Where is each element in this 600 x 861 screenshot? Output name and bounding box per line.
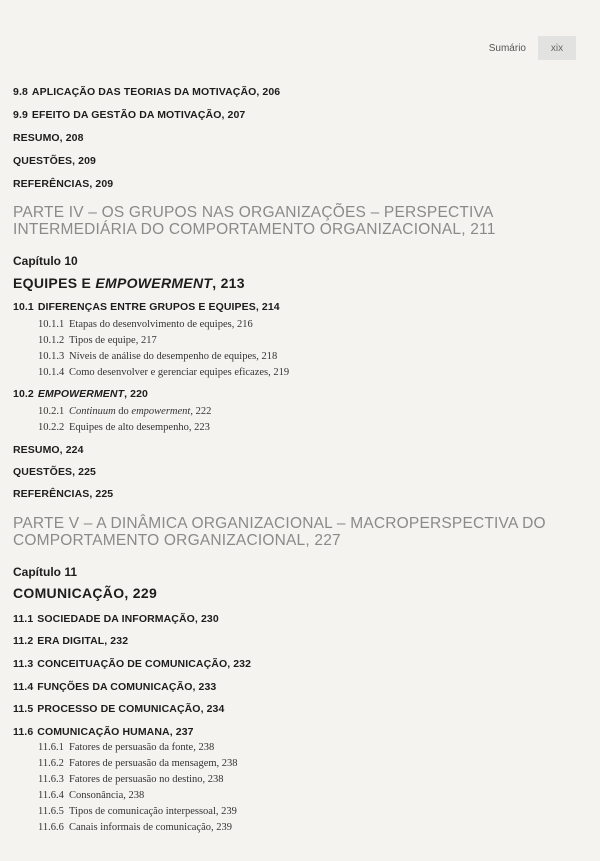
toc-section-9-8[interactable]: 9.8 APLICAÇÃO DAS TEORIAS DA MOTIVAÇÃO, 206	[13, 86, 281, 98]
toc-subsection[interactable]: 10.1.3 Níveis de análise do desempenho de equipes, 218	[38, 351, 278, 362]
toc-subsection[interactable]: 10.2.1 Continuum do empowerment, 222	[38, 406, 212, 417]
toc-subsection[interactable]: 10.1.2 Tipos de equipe, 217	[38, 335, 157, 346]
toc-resumo[interactable]: RESUMO, 224	[13, 444, 84, 456]
toc-subsection[interactable]: 10.1.4 Como desenvolver e gerenciar equipes eficazes, 219	[38, 367, 290, 378]
subsection-list	[13, 404, 211, 436]
toc-subsection[interactable]: 10.2.2 Equipes de alto desempenho, 223	[38, 422, 210, 433]
chapter-title[interactable]: COMUNICAÇÃO, 229	[13, 585, 158, 601]
toc-questoes[interactable]: QUESTÕES, 209	[13, 155, 96, 167]
toc-section-11-2[interactable]: 11.2 ERA DIGITAL, 232	[13, 635, 129, 647]
running-header	[489, 36, 576, 60]
toc-section-11-3[interactable]: 11.3 CONCEITUAÇÃO DE COMUNICAÇÃO, 232	[13, 658, 252, 670]
toc-referencias[interactable]: REFERÊNCIAS, 225	[13, 488, 114, 500]
toc-section-10-2[interactable]: 10.2 EMPOWERMENT, 220	[13, 388, 148, 400]
toc-section-11-5[interactable]: 11.5 PROCESSO DE COMUNICAÇÃO, 234	[13, 703, 225, 715]
toc-subsection[interactable]: 11.6.6 Canais informais de comunicação, 239	[38, 822, 232, 833]
toc-section-11-4[interactable]: 11.4 FUNÇÕES DA COMUNICAÇÃO, 233	[13, 681, 217, 693]
toc-subsection[interactable]: 11.6.4 Consonância, 238	[38, 790, 145, 801]
chapter-title[interactable]: EQUIPES E EMPOWERMENT, 213	[13, 275, 245, 291]
part-heading-v[interactable]: PARTE V – A DINÂMICA ORGANIZACIONAL – MACROPERSPECTIVA DO COMPORTAMENTO ORGANIZACIONAL, 227	[13, 515, 546, 549]
part-heading-iv[interactable]: PARTE IV – OS GRUPOS NAS ORGANIZAÇÕES – PERSPECTIVA INTERMEDIÁRIA DO COMPORTAMENTO ORGANIZACIONAL, 211	[13, 204, 496, 238]
toc-subsection[interactable]: 10.1.1 Etapas do desenvolvimento de equipes, 216	[38, 319, 253, 330]
toc-subsection[interactable]: 11.6.2 Fatores de persuasão da mensagem, 238	[38, 758, 238, 769]
header-label: Sumário	[488, 42, 526, 54]
subsection-list	[13, 317, 289, 381]
toc-subsection[interactable]: 11.6.1 Fatores de persuasão da fonte, 238	[38, 742, 215, 753]
toc-section-9-9[interactable]: 9.9 EFEITO DA GESTÃO DA MOTIVAÇÃO, 207	[13, 109, 246, 121]
toc-referencias[interactable]: REFERÊNCIAS, 209	[13, 178, 114, 190]
toc-resumo[interactable]: RESUMO, 208	[13, 132, 84, 144]
toc-section-10-1[interactable]: 10.1 DIFERENÇAS ENTRE GRUPOS E EQUIPES, 214	[13, 301, 280, 313]
toc-subsection[interactable]: 11.6.3 Fatores de persuasão no destino, 238	[38, 774, 224, 785]
toc-section-11-1[interactable]: 11.1 SOCIEDADE DA INFORMAÇÃO, 230	[13, 613, 219, 625]
page-number: xix	[538, 36, 576, 60]
chapter-label: Capítulo 11	[13, 565, 78, 579]
toc-subsection[interactable]: 11.6.5 Tipos de comunicação interpessoal, 239	[38, 806, 237, 817]
toc-questoes[interactable]: QUESTÕES, 225	[13, 466, 96, 478]
toc-section-11-6[interactable]: 11.6 COMUNICAÇÃO HUMANA, 237	[13, 726, 194, 738]
subsection-list	[13, 740, 238, 836]
chapter-label: Capítulo 10	[13, 254, 78, 268]
